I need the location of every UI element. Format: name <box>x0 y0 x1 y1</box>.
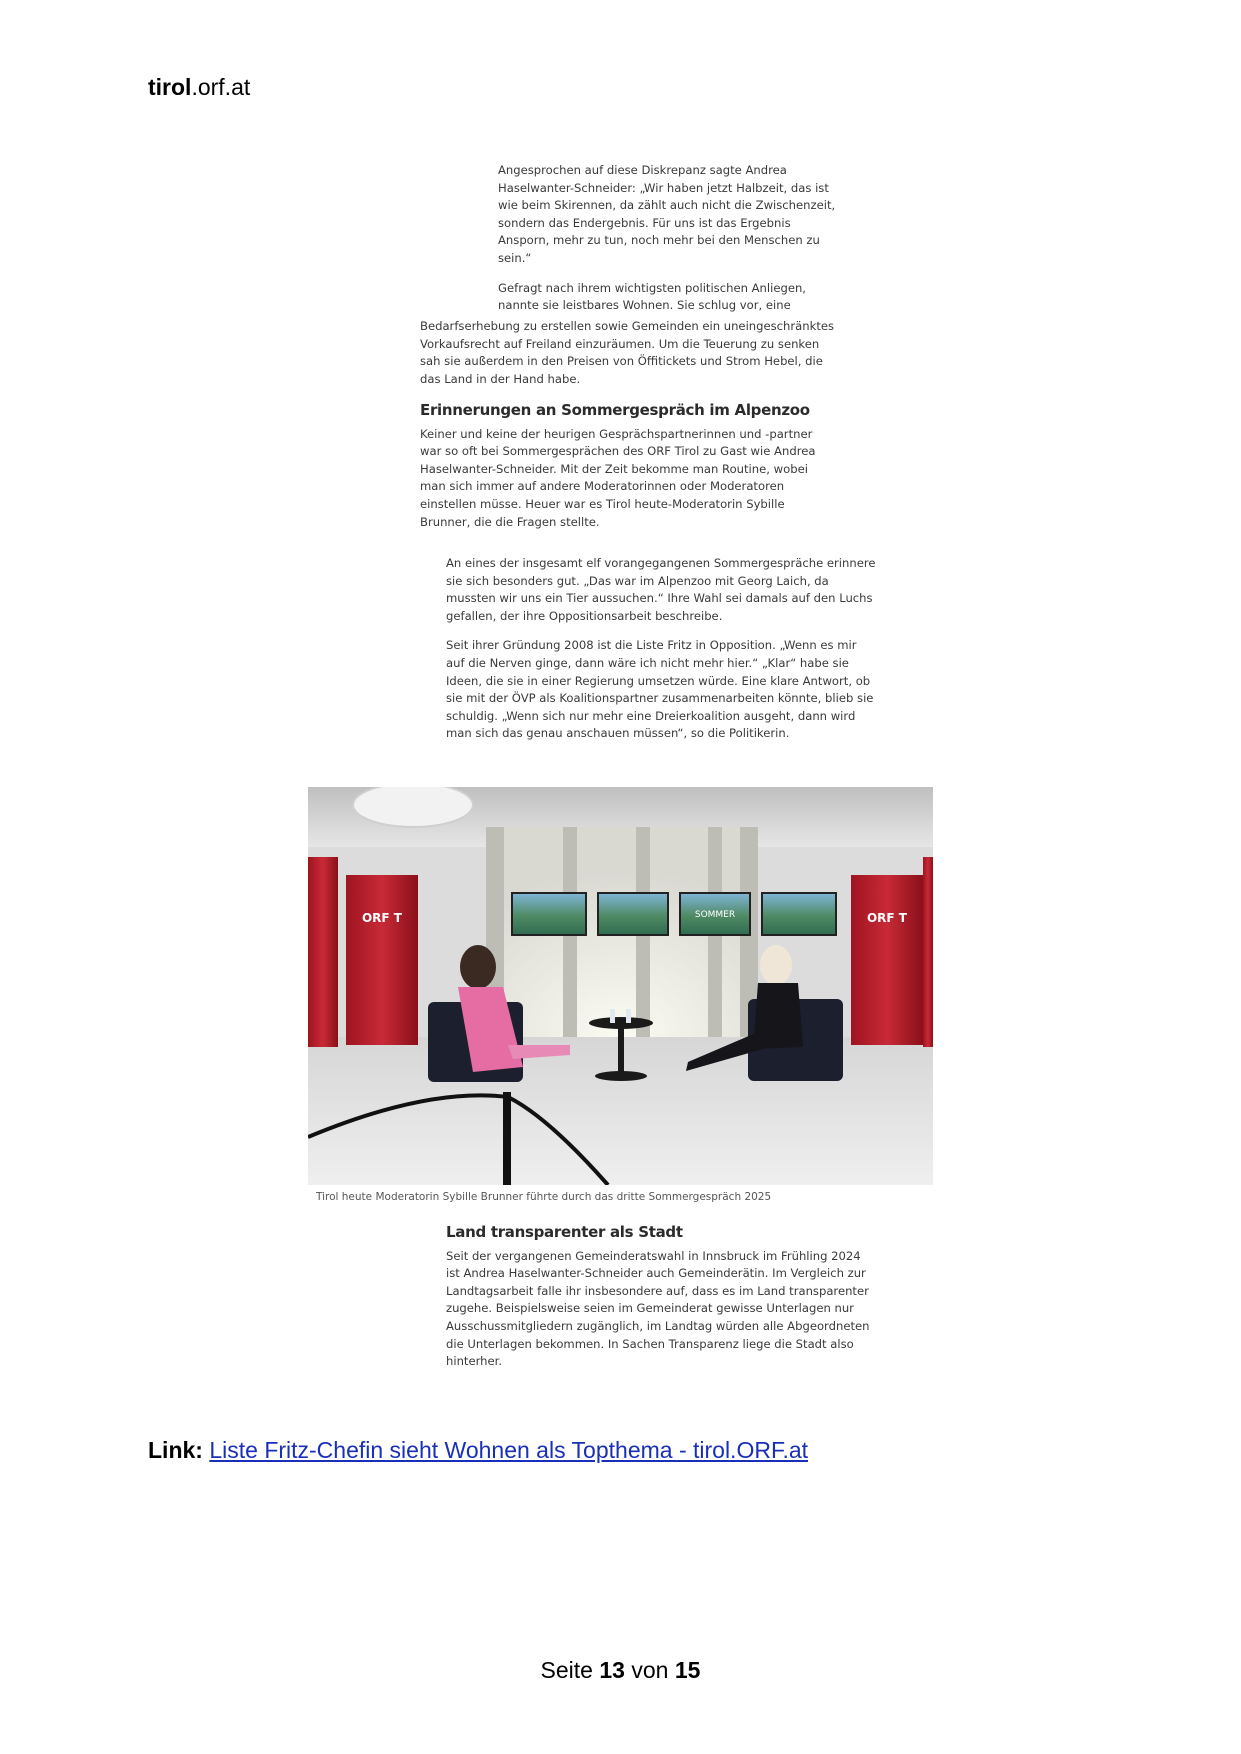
article-paragraph: An eines der insgesamt elf vorangegangenen Sommergespräche erinnere sie sich besonders gut. „Das war im Alpenzoo mit Georg Laich, da mussten wir uns ein Tier aussuchen.“ Ihre Wahl sei damals auf den Luchs gefallen, der ihre Oppositionsarbeit beschreibe. <box>446 556 876 623</box>
photo-banner-left-text: ORF T <box>361 911 403 925</box>
section-heading: Erinnerungen an Sommergespräch im Alpenzoo <box>420 401 810 419</box>
site-name-rest: .orf.at <box>191 74 251 100</box>
article-photo <box>308 787 933 1185</box>
link-label: Link: <box>148 1437 203 1463</box>
footer-prefix: Seite <box>540 1657 593 1683</box>
article-paragraph: Seit der vergangenen Gemeinderatswahl in Innsbruck im Frühling 2024 ist Andrea Haselwanter-Schneider auch Gemeinderätin. Im Vergleich zur Landtagsarbeit falle ihr insbesondere auf, dass es im Land transparenter zugehe. Beispielsweise seien im Gemeinderat gewisse Unterlagen nur Ausschussmitgliedern zugänglich, im Landtag würden alle Abgeordneten die Unterlagen bekommen. In Sachen Transparenz liege die Stadt also hinterher. <box>446 1248 870 1369</box>
source-link-line <box>148 1437 808 1464</box>
article-block-continued <box>420 318 840 400</box>
photo-screen-text: SOMMER <box>694 910 736 920</box>
article-section-transparency <box>446 1224 876 1383</box>
footer-current-page: 13 <box>599 1657 625 1683</box>
article-paragraph: Gefragt nach ihrem wichtigsten politischen Anliegen, nannte sie leistbares Wohnen. Sie schlug vor, eine <box>498 280 806 313</box>
photo-banner-right-text: ORF T <box>866 911 908 925</box>
section-heading: Land transparenter als Stadt <box>446 1223 683 1241</box>
footer-middle: von <box>631 1657 669 1683</box>
photo-caption: Tirol heute Moderatorin Sybille Brunner führte durch das dritte Sommergespräch 2025 <box>316 1191 772 1203</box>
article-paragraph: Keiner und keine der heurigen Gesprächspartnerinnen und -partner war so oft bei Sommergesprächen des ORF Tirol zu Gast wie Andrea Haselwanter-Schneider. Mit der Zeit bekomme man Routine, wobei man sich immer auf andere Moderatorinnen oder Moderatoren einstellen müsse. Heuer war es Tirol heute-Moderatorin Sybille Brunner, die die Fragen stellte. <box>420 426 816 529</box>
source-link[interactable]: Liste Fritz-Chefin sieht Wohnen als Topthema - tirol.ORF.at <box>209 1437 809 1463</box>
site-name-bold: tirol <box>148 74 192 100</box>
article-paragraph: Bedarfserhebung zu erstellen sowie Gemeinden ein uneingeschränktes Vorkaufsrecht auf Freiland einzuräumen. Um die Teuerung zu senken sah sie außerdem in den Preisen von Öffitickets und Strom Hebel, die das Land in der Hand habe. <box>420 319 835 386</box>
article-block-opposition <box>446 555 876 755</box>
article-paragraph: Angesprochen auf diese Diskrepanz sagte Andrea Haselwanter-Schneider: „Wir haben jetzt Halbzeit, das ist wie beim Skirennen, da zählt auch nicht die Zwischenzeit, sondern das Endergebnis. Für uns ist das Ergebnis Ansporn, mehr zu tun, noch mehr bei den Menschen zu sein.“ <box>498 163 836 265</box>
page-footer <box>0 1657 1241 1684</box>
page-header <box>148 74 250 101</box>
footer-total-pages: 15 <box>674 1657 701 1683</box>
article-paragraph: Seit ihrer Gründung 2008 ist die Liste Fritz in Opposition. „Wenn es mir auf die Nerven ginge, dann wäre ich nicht mehr hier.“ „Klar“ habe sie Ideen, die sie in einer Regierung umsetzen würde. Eine klare Antwort, ob sie mit der ÖVP als Koalitionspartner zusammenarbeiten könnte, blieb sie schuldig. „Wenn sich nur mehr eine Dreierkoalition ausgeht, dann wird man sich das genau anschauen müssen“, so die Politikerin. <box>446 638 874 741</box>
article-block-top <box>498 162 838 315</box>
article-section-alpenzoo <box>420 402 820 543</box>
